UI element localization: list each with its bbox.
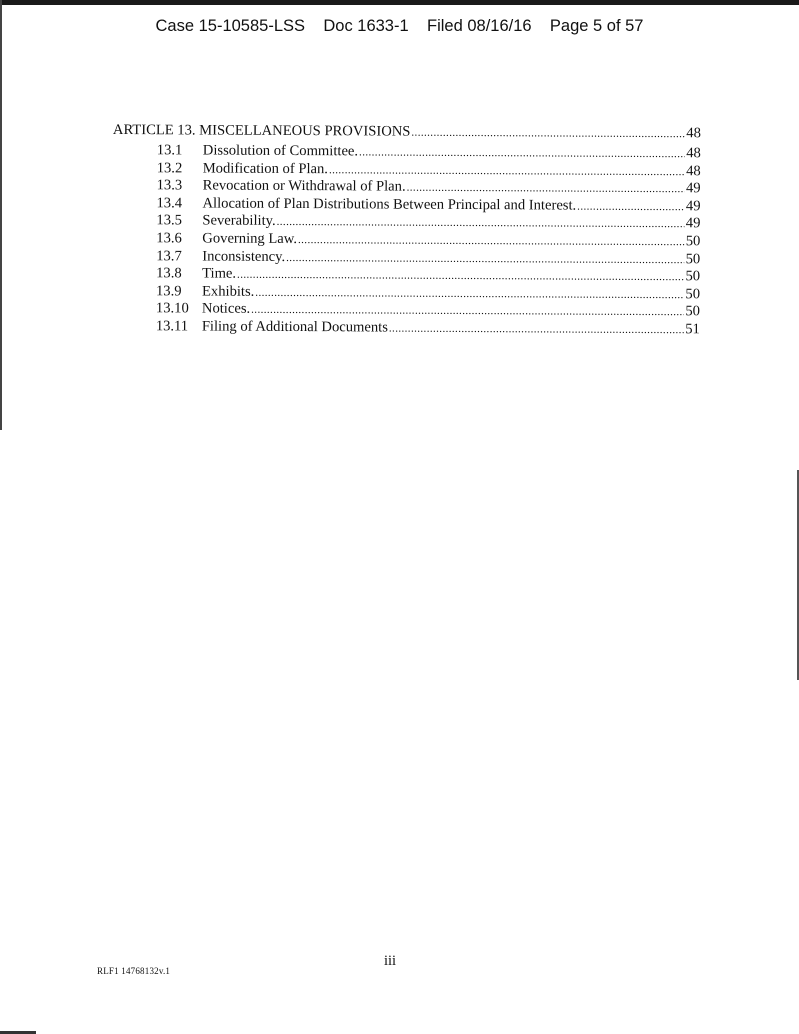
toc-entry-number: 13.3 (156, 177, 183, 194)
toc-entry-title: Filing of Additional Documents (201, 318, 388, 336)
toc-entry-number: 13.8 (156, 265, 182, 282)
toc-entry-title: Inconsistency. (202, 248, 286, 265)
toc-entry-title: Severability. (202, 212, 276, 230)
toc-entry-page: 49 (685, 215, 701, 232)
toc-entry-number: 13.6 (156, 230, 182, 247)
toc-entry-page: 49 (685, 180, 701, 197)
toc-entry-title: Notices. (201, 300, 251, 318)
page-number: iii (383, 953, 397, 969)
toc-entry-title: Time. (202, 265, 237, 282)
toc-article-title: ARTICLE 13. MISCELLANEOUS PROVISIONS (112, 121, 411, 140)
dot-leader (359, 144, 685, 163)
toc-article-page: 48 (686, 125, 701, 142)
toc-entry-number: 13.7 (156, 247, 182, 264)
toc-entry-page: 50 (685, 233, 701, 250)
dot-leader (411, 121, 685, 147)
dot-leader (389, 320, 684, 339)
toc-entry-page: 51 (685, 321, 700, 338)
toc-entry-title: Governing Law. (202, 230, 298, 247)
toc-entry-title: Allocation of Plan Distributions Between Principal and Interest. (202, 195, 577, 214)
document-id: RLF1 14768132v.1 (97, 966, 171, 976)
scan-edge-top (0, 0, 799, 5)
toc-entry-number: 13.5 (156, 212, 183, 229)
dot-leader (298, 232, 685, 252)
toc-entry-title: Exhibits. (201, 283, 255, 300)
table-of-contents (112, 118, 701, 339)
toc-entry-page: 50 (685, 268, 701, 285)
toc-entry-number: 13.2 (156, 159, 183, 176)
toc-entry-page: 48 (686, 145, 701, 162)
scan-edge-left (0, 0, 2, 430)
toc-entry-number: 13.9 (155, 282, 182, 300)
toc-entry-number: 13.11 (155, 318, 189, 335)
toc-entry-page: 50 (685, 285, 701, 303)
toc-entry-title: Modification of Plan. (202, 160, 329, 177)
toc-entry (112, 318, 700, 339)
toc-entry-number: 13.4 (156, 195, 183, 212)
dot-leader (277, 214, 685, 234)
toc-article-heading (113, 118, 701, 145)
toc-entry-number: 13.1 (156, 142, 183, 159)
dot-leader (286, 250, 685, 270)
toc-entry-title: Dissolution of Committee. (202, 142, 359, 160)
toc-entry-title: Revocation or Withdrawal of Plan. (202, 177, 406, 195)
toc-entry-page: 50 (685, 250, 701, 267)
toc-entry-number: 13.10 (155, 300, 189, 317)
dot-leader (577, 198, 685, 216)
toc-entry-page: 48 (686, 162, 701, 179)
toc-entry-page: 50 (685, 303, 700, 320)
toc-entry-page: 49 (685, 197, 701, 215)
case-header: Case 15-10585-LSS Doc 1633-1 Filed 08/16/16 Page 5 of 57 (155, 17, 644, 35)
